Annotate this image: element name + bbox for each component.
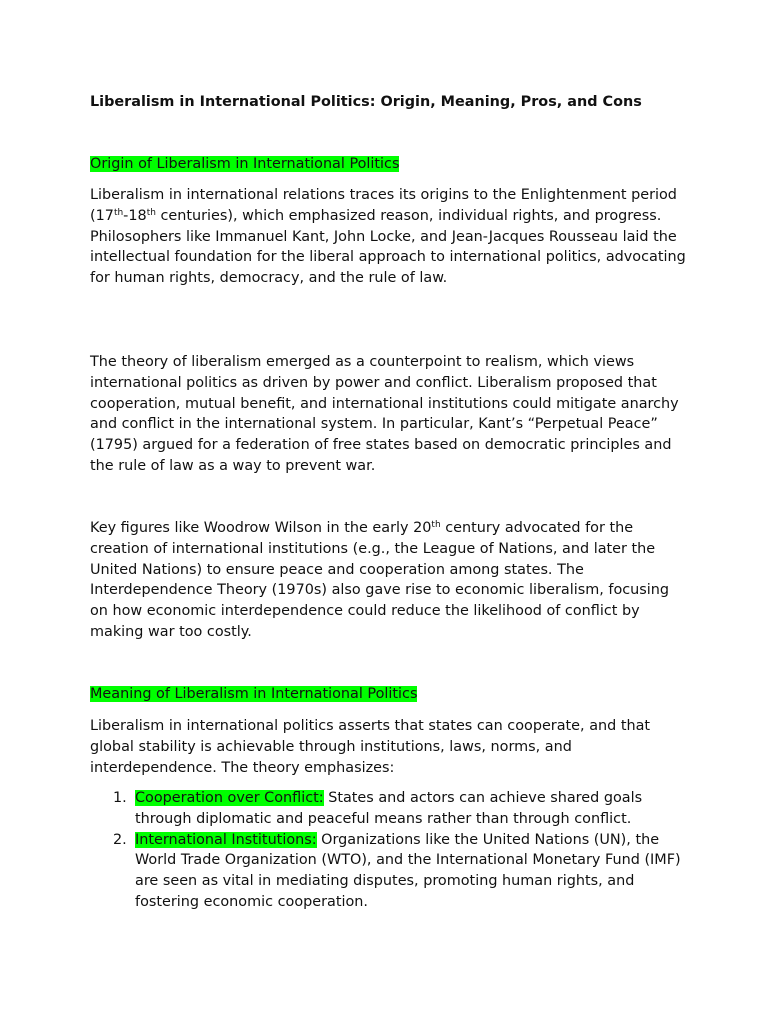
list-item	[90, 788, 690, 830]
origin-paragraph-1	[90, 185, 690, 289]
origin-section-heading	[90, 154, 399, 174]
origin-p3-text-b: century advocated for the creation of international institutions (e.g., the League of Nations, and later the United Nations) to ensure peace and cooperation among states. The Interdependence Theory (1970s) also gave rise to economic liberalism, focusing on how economic interdependence could reduce the likelihood of conflict by making war too costly.	[90, 520, 670, 640]
origin-p1-text-a: Liberalism in international relations traces its origins to the Enlightenment period (17	[90, 187, 677, 224]
list-item-text: Organizations like the United Nations (UN), the World Trade Organization (WTO), and the International Monetary Fund (IMF) are seen as vital in mediating disputes, promoting human rights, and fostering economic cooperation.	[135, 831, 681, 910]
meaning-section-heading	[90, 684, 417, 704]
document-title: Liberalism in International Politics: Origin, Meaning, Pros, and Cons	[90, 94, 642, 110]
list-item-number: 2.	[113, 831, 127, 848]
origin-p1-superscript-2: th	[146, 207, 156, 218]
list-item-number: 1.	[113, 790, 127, 806]
origin-p1-text-c: centuries), which emphasized reason, individual rights, and progress. Philosophers like Immanuel Kant, John Locke, and Jean-Jacques Rousseau laid the intellectual foundation for the liberal approach to international politics, advocating for human rights, democracy, and the rule of law.	[90, 207, 686, 287]
list-item	[90, 830, 690, 913]
list-item-label-highlight: International Institutions:	[135, 831, 317, 848]
list-item-label-highlight: Cooperation over Conflict:	[135, 790, 324, 806]
meaning-intro-paragraph: Liberalism in international politics asserts that states can cooperate, and that global stability is achievable through institutions, laws, norms, and interdependence. The theory emphasizes:	[90, 718, 651, 776]
origin-p3-text-a: Key figures like Woodrow Wilson in the early 20	[90, 520, 432, 536]
list-item-text: States and actors can achieve shared goals through diplomatic and peaceful means rather than through conflict.	[135, 790, 643, 827]
origin-p1-superscript-1: th	[113, 207, 124, 218]
origin-p1-text-b: -18	[123, 207, 147, 224]
origin-paragraph-3	[90, 518, 690, 643]
origin-heading-highlight: Origin of Liberalism in International Politics	[90, 156, 400, 172]
meaning-heading-highlight: Meaning of Liberalism in International Politics	[90, 686, 418, 702]
origin-p3-superscript: th	[431, 520, 441, 531]
origin-paragraph-2: The theory of liberalism emerged as a counterpoint to realism, which views international politics as driven by power and conflict. Liberalism proposed that cooperation, mutual benefit, and international institutions could mitigate anarchy and conflict in the international system. In particular, Kant’s “Perpetual Peace” (1795) argued for a federation of free states based on democratic principles and the rule of law as a way to prevent war.	[90, 354, 679, 474]
meaning-list	[90, 788, 690, 913]
